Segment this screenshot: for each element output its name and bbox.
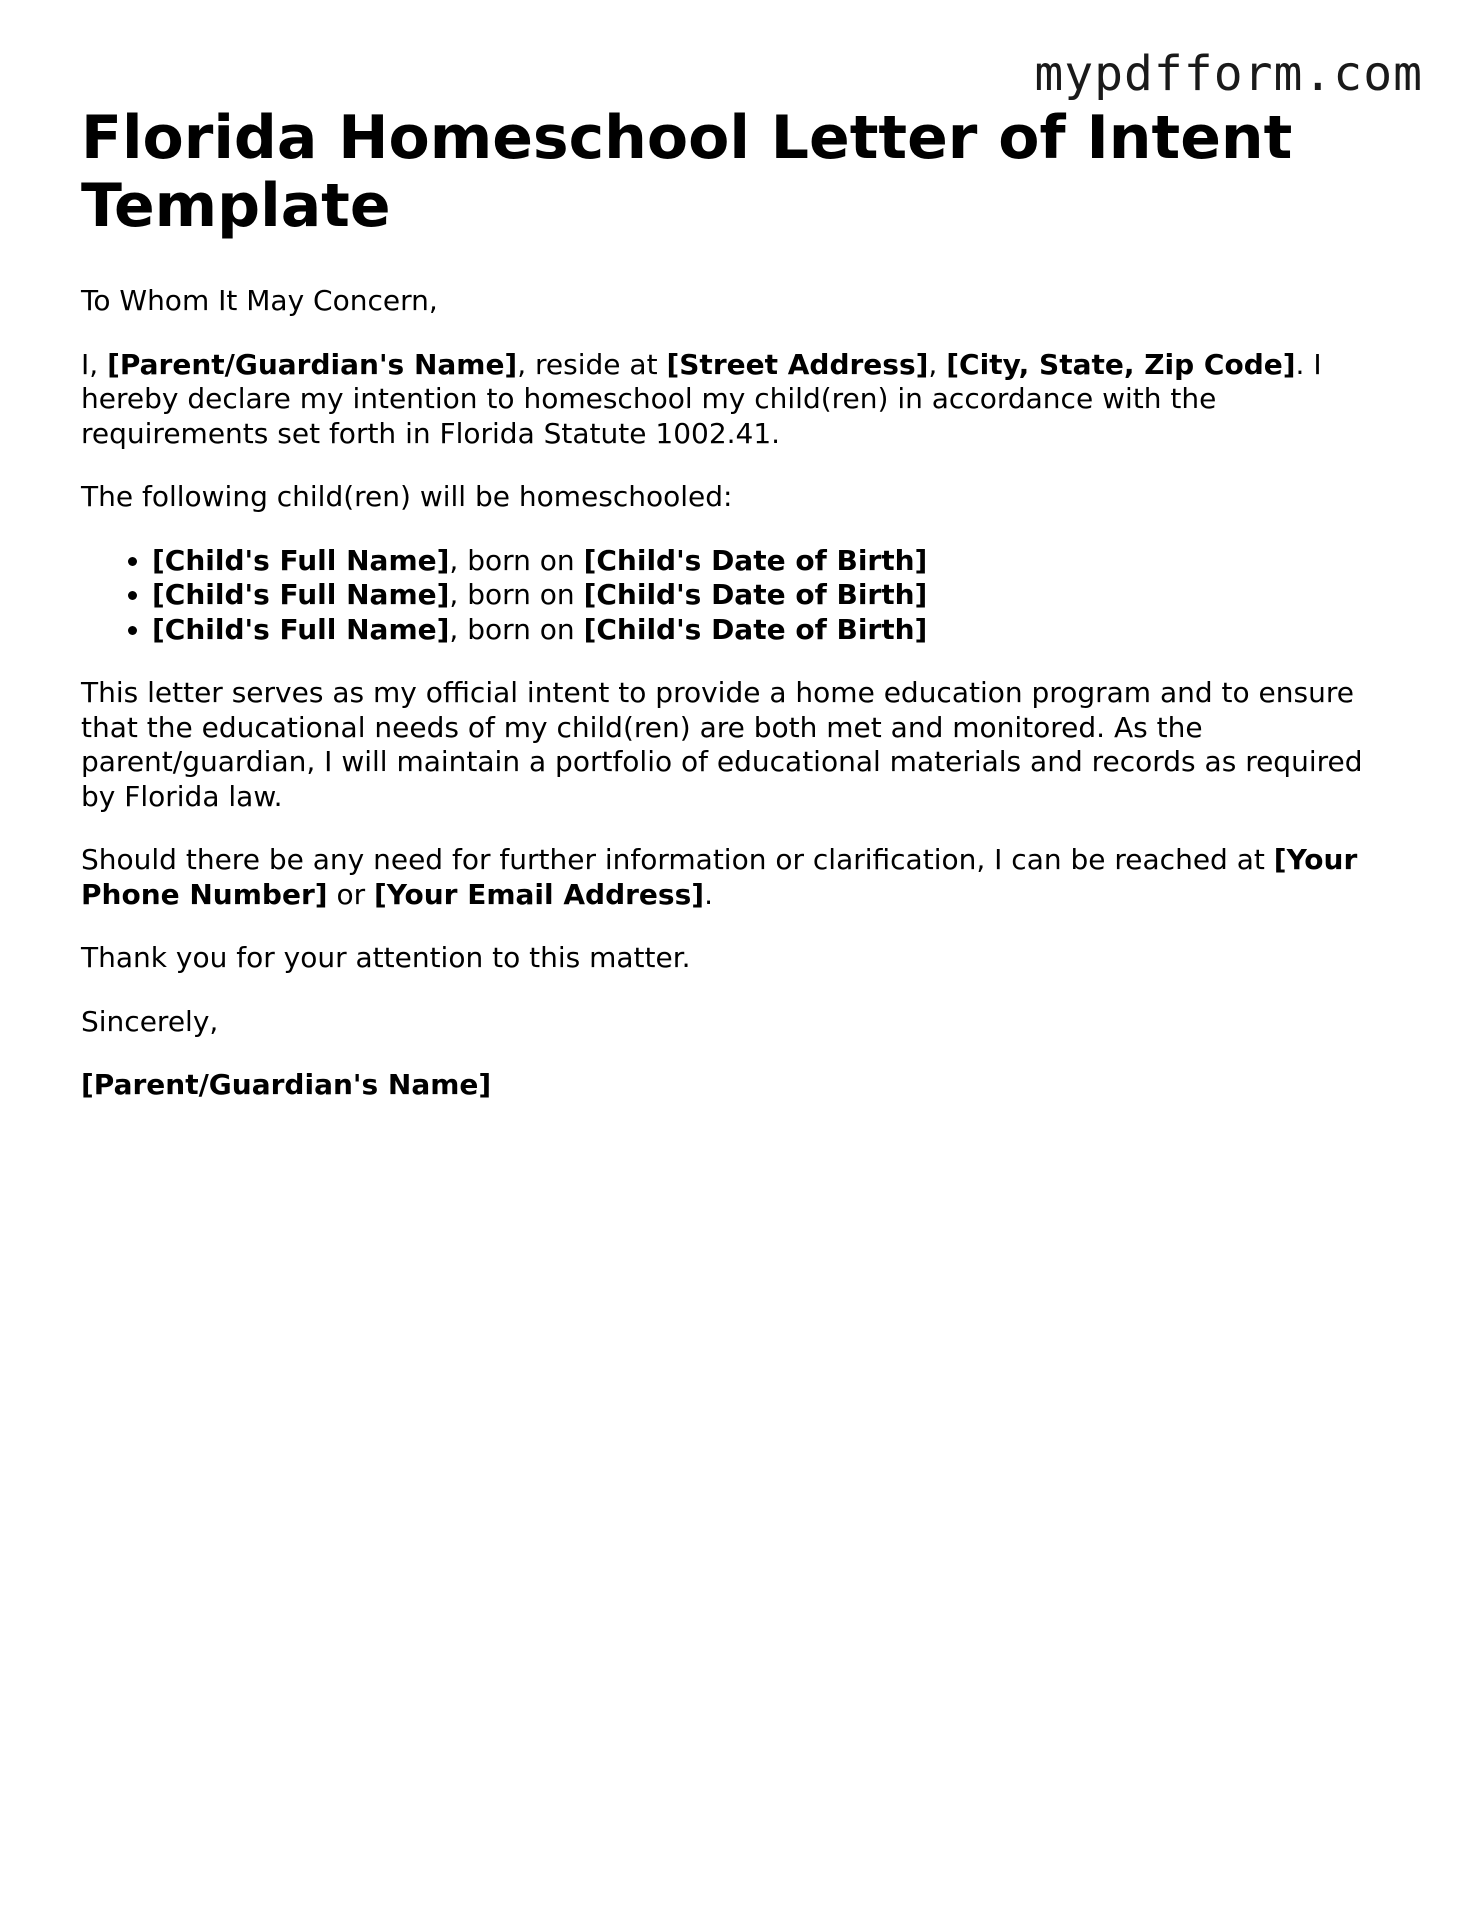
intro-text-1: I,	[81, 347, 108, 381]
contact-text-2: or	[327, 877, 374, 911]
born-on-text: , born on	[449, 578, 584, 611]
site-watermark: mypdfform.com	[1034, 46, 1423, 102]
intro-text-4: . I hereby declare my intention to homeschool my child(ren) in accordance with the requirements set forth in Florida Statute 1002.41.	[81, 347, 1322, 450]
child-name-placeholder: [Child's Full Name]	[152, 578, 450, 611]
phone-placeholder: [Your Phone Number]	[81, 843, 1358, 911]
children-heading: The following child(ren) will be homeschooled:	[81, 480, 733, 513]
child-dob-placeholder: [Child's Date of Birth]	[583, 612, 928, 646]
children-list	[81, 544, 1391, 648]
thanks-line: Thank you for your attention to this matter.	[81, 941, 691, 974]
city-state-zip-placeholder: [City, State, Zip Code]	[946, 347, 1296, 381]
intro-text-2: , reside at	[517, 347, 667, 381]
street-address-placeholder: [Street Address]	[666, 347, 929, 381]
child-name-placeholder: [Child's Full Name]	[152, 612, 450, 646]
salutation: To Whom It May Concern,	[81, 284, 438, 317]
closing-line: Sincerely,	[81, 1004, 219, 1038]
letter-page	[81, 104, 1391, 1103]
commitment-paragraph: This letter serves as my official intent to provide a home education program and to ensure that the educational needs of my child(ren) are both met and monitored. As the parent/guardian, I will maintain a portfolio of educational materials and records as required by Florida law.	[81, 676, 1363, 813]
born-on-text: , born on	[449, 612, 584, 646]
contact-text-3: .	[704, 877, 713, 911]
email-placeholder: [Your Email Address]	[374, 877, 705, 911]
child-dob-placeholder: [Child's Date of Birth]	[583, 543, 928, 577]
contact-text-1: Should there be any need for further information or clarification, I can be reached at	[81, 843, 1274, 876]
parent-name-placeholder: [Parent/Guardian's Name]	[107, 347, 518, 381]
signature-placeholder	[81, 1068, 1391, 1103]
list-item	[152, 613, 1391, 648]
child-name-placeholder: [Child's Full Name]	[152, 543, 450, 577]
child-dob-placeholder: [Child's Date of Birth]	[583, 578, 928, 611]
list-item	[152, 544, 1391, 579]
born-on-text: , born on	[449, 543, 584, 577]
intro-text-3: ,	[928, 347, 947, 381]
page-title: Florida Homeschool Letter of Intent Template	[81, 103, 1293, 241]
contact-paragraph	[81, 843, 1391, 912]
intro-paragraph	[81, 348, 1391, 452]
signature-name: [Parent/Guardian's Name]	[81, 1068, 492, 1101]
list-item	[152, 578, 1391, 613]
